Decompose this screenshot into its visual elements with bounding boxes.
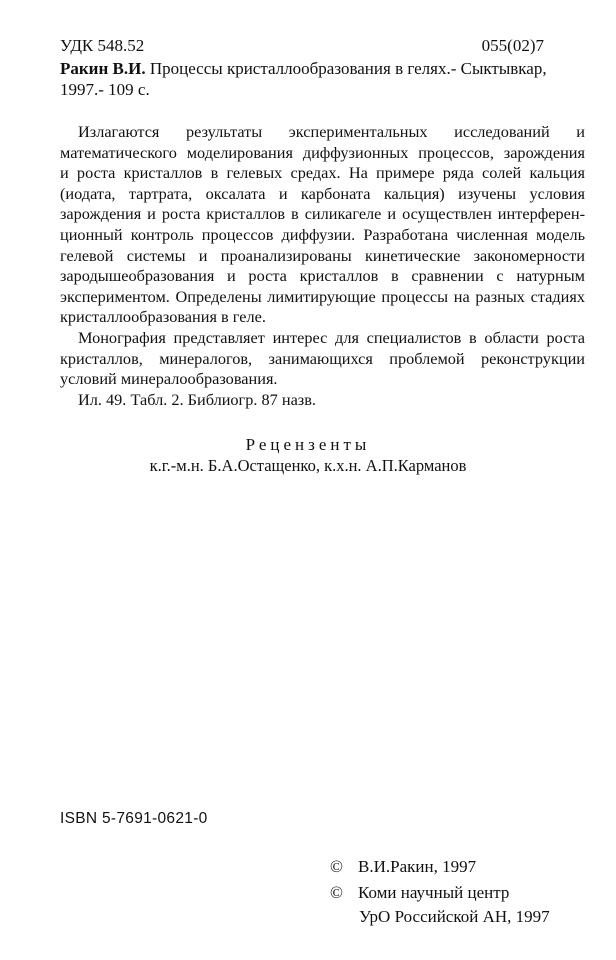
citation-line-1 — [60, 59, 547, 79]
copyright-icon: © — [330, 857, 343, 876]
illustrations-count: Ил. 49. Табл. 2. Библиогр. 87 назв. — [78, 389, 316, 409]
citation-line-2: 1997.- 109 с. — [60, 80, 150, 99]
publisher-code: 055(02)7 — [481, 36, 544, 55]
abstract-line: экспериментом. Определены лимитирующие процессы на разных стадиях — [60, 286, 585, 306]
copyright-line-2 — [330, 883, 509, 903]
abstract-line: условий минералообразования. — [60, 369, 278, 389]
abstract-line: и роста кристаллов в гелевых средах. На примере ряда солей кальция — [60, 163, 585, 183]
abstract-line: Излагаются результаты экспериментальных исследований и — [78, 122, 585, 141]
abstract-line: математического моделирования диффузионных процессов, зарождения — [60, 142, 585, 162]
copyright-line-1 — [330, 857, 476, 877]
abstract-paragraph-1 — [60, 122, 585, 328]
abstract-line: кристаллообразования в геле. — [60, 307, 266, 327]
abstract-line: (иодата, тартрата, оксалата и карбоната кальция) изучены условия — [60, 183, 585, 203]
reviewers-heading: Рецензенты — [245, 435, 371, 454]
abstract-line: кристаллов, минералогов, занимающихся проблемой реконструкции — [60, 348, 585, 368]
abstract — [60, 122, 585, 410]
isbn: ISBN 5-7691-0621-0 — [60, 810, 208, 827]
copyright-icon: © — [330, 883, 343, 902]
copyright-org: Коми научный центр — [358, 883, 510, 902]
abstract-line: зарождения и роста кристаллов в силикагеле и осуществлен интерферен- — [60, 204, 585, 224]
abstract-line: зародышеобразования и роста кристаллов в сравнении с натурным — [60, 266, 585, 286]
citation-author: Ракин В.И. — [60, 59, 146, 78]
abstract-line: Монография представляет интерес для специалистов в области роста — [78, 327, 585, 347]
copyright-org-line: УрО Российской АН, 1997 — [359, 907, 550, 926]
abstract-line: ционный контроль процессов диффузии. Разработана численная модель — [60, 224, 585, 244]
abstract-paragraph-2 — [60, 328, 585, 390]
citation-title: Процессы кристаллообразования в гелях.- Сыктывкар, — [149, 59, 547, 78]
abstract-line: гелевой системы и проанализированы кинетические закономерности — [60, 245, 585, 265]
reviewers-names: к.г.-м.н. Б.А.Остащенко, к.х.н. А.П.Карманов — [149, 456, 467, 475]
udc-code: УДК 548.52 — [60, 36, 145, 55]
copyright-author: В.И.Ракин, 1997 — [358, 857, 477, 876]
abstract-paragraph-3 — [60, 390, 585, 411]
